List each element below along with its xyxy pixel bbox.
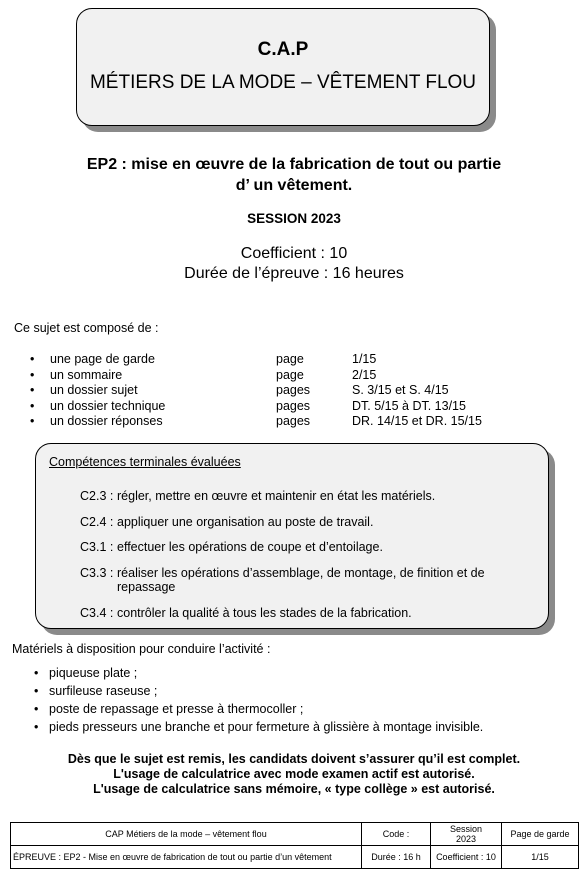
bullet-icon: • xyxy=(30,367,35,382)
footer-row xyxy=(11,823,579,846)
notice-line1: Dès que le sujet est remis, les candidats doivent s’assurer qu’il est complet. xyxy=(67,752,521,766)
composition-item: • une page de garde page 1/15 xyxy=(30,352,377,366)
material-item: • piqueuse plate ; xyxy=(34,666,138,680)
materials-intro: Matériels à disposition pour conduire l’activité : xyxy=(12,642,271,656)
materials-list xyxy=(34,666,483,738)
footer-epreuve-label: ÉPREUVE : EP2 - Mise en œuvre de fabrication de tout ou partie d’un vêtement xyxy=(11,846,362,869)
composition-item: • un dossier réponses pages DR. 14/15 et DR. 15/15 xyxy=(30,414,482,428)
competences-heading: Compétences terminales évaluées xyxy=(49,455,241,469)
composition-item: • un dossier sujet pages S. 3/15 et S. 4/15 xyxy=(30,383,449,397)
bullet-icon: • xyxy=(30,352,35,366)
footer-cap-label: CAP Métiers de la mode – vêtement flou xyxy=(11,823,362,846)
bullet-icon: • xyxy=(30,398,35,413)
bullet-icon: • xyxy=(34,684,39,698)
footer-page-number: 1/15 xyxy=(502,846,579,869)
epreuve-title-line1: EP2 : mise en œuvre de la fabrication de tout ou partie xyxy=(86,156,502,173)
composition-item: • un dossier technique pages DT. 5/15 à DT. 13/15 xyxy=(30,398,466,413)
epreuve-title-line2: d’ un vêtement. xyxy=(235,177,353,194)
footer-session-label: Session xyxy=(449,824,483,834)
specialty-name: MÉTIERS DE LA MODE – VÊTEMENT FLOU xyxy=(89,72,477,93)
footer-duree: Durée : 16 h xyxy=(362,846,431,869)
duree-label: Durée de l’épreuve : 16 heures xyxy=(184,265,404,282)
composition-intro: Ce sujet est composé de : xyxy=(14,321,159,335)
bullet-icon: • xyxy=(34,666,39,680)
material-item: • pieds presseurs une branche et pour fermeture à glissière à montage invisible. xyxy=(34,720,484,734)
footer-coefficient: Coefficient : 10 xyxy=(431,846,502,869)
footer-page-garde-label: Page de garde xyxy=(502,823,579,846)
footer-row xyxy=(11,846,579,869)
material-item: • surfileuse raseuse ; xyxy=(34,684,158,698)
bullet-icon: • xyxy=(34,720,39,734)
composition-item: • un sommaire page 2/15 xyxy=(30,367,377,382)
bullet-icon: • xyxy=(30,414,35,428)
bullet-icon: • xyxy=(30,383,35,397)
material-item: • poste de repassage et presse à thermocoller ; xyxy=(34,702,304,716)
footer-session-cell xyxy=(431,823,502,846)
exam-name: C.A.P xyxy=(257,39,309,60)
footer-table xyxy=(10,822,579,869)
notice-line3: L'usage de calculatrice sans mémoire, « type collège » est autorisé. xyxy=(93,782,495,796)
session-label: SESSION 2023 xyxy=(247,211,341,226)
notice-line2: L'usage de calculatrice avec mode examen actif est autorisé. xyxy=(113,767,475,781)
coefficient-label: Coefficient : 10 xyxy=(240,245,348,262)
bullet-icon: • xyxy=(34,702,39,716)
footer-session-year: 2023 xyxy=(455,834,477,844)
composition-list xyxy=(30,352,550,430)
competences-box: Compétences terminales évaluées C2.3 : régler, mettre en œuvre et maintenir en état les matériels. C2.4 : appliquer une organisation au poste de travail. C3.1 : effectuer les opérations de coupe et d’entoilage. C3.3 : réaliser les opérations d’assemblage, de montage, de finition et de repassage C3.4 : contrôler la qualité à tous les stades de la fabrication. xyxy=(35,443,549,629)
footer-code-label: Code : xyxy=(362,823,431,846)
title-box xyxy=(76,8,490,126)
